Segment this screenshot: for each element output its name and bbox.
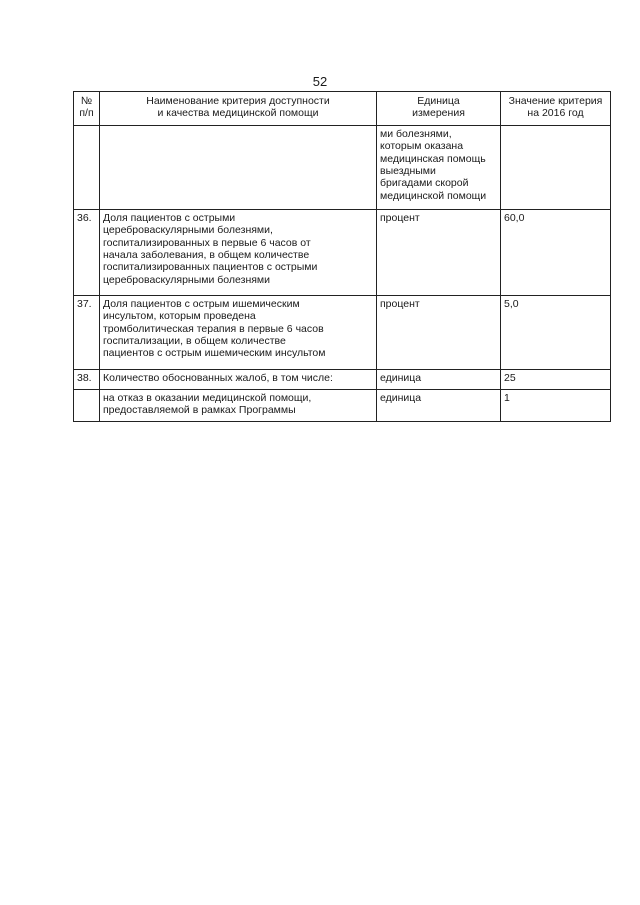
header-criterion-name: Наименование критерия доступности и качества медицинской помощи: [100, 92, 377, 126]
row-criterion-name: Доля пациентов с острым ишемическим инсультом, которым проведена тромболитическая терапия в первые 6 часов госпитализации, в общем количестве пациентов с острым ишемическим инсультом: [100, 295, 377, 369]
criteria-table: [73, 91, 611, 422]
header-value: Значение критерия на 2016 год: [501, 92, 611, 126]
row-criterion-name: Количество обоснованных жалоб, в том числе:: [100, 369, 377, 389]
table-header-row: [74, 92, 611, 126]
row-unit: процент: [377, 295, 501, 369]
row-number: [74, 125, 100, 209]
table-row: [74, 125, 611, 209]
row-criterion-name: Доля пациентов с острыми цереброваскулярными болезнями, госпитализированных в первые 6 часов от начала заболевания, в общем количестве госпитализированных пациентов с острыми цереброваскулярными болезнями: [100, 209, 377, 295]
table-row: [74, 295, 611, 369]
row-value: 5,0: [501, 295, 611, 369]
row-number: 36.: [74, 209, 100, 295]
row-number: 38.: [74, 369, 100, 389]
table-row: [74, 369, 611, 389]
row-value: 60,0: [501, 209, 611, 295]
row-unit: единица: [377, 369, 501, 389]
row-value: 1: [501, 389, 611, 421]
row-unit: процент: [377, 209, 501, 295]
header-number: № п/п: [74, 92, 100, 126]
row-criterion-name: [100, 125, 377, 209]
row-value: 25: [501, 369, 611, 389]
row-unit: единица: [377, 389, 501, 421]
row-criterion-name: на отказ в оказании медицинской помощи, предоставляемой в рамках Программы: [100, 389, 377, 421]
row-number: [74, 389, 100, 421]
row-unit: ми болезнями, которым оказана медицинская помощь выездными бригадами скорой медицинской помощи: [377, 125, 501, 209]
table-row: [74, 389, 611, 421]
table-row: [74, 209, 611, 295]
row-number: 37.: [74, 295, 100, 369]
page-number: 52: [312, 74, 328, 89]
header-unit: Единица измерения: [377, 92, 501, 126]
row-value: [501, 125, 611, 209]
